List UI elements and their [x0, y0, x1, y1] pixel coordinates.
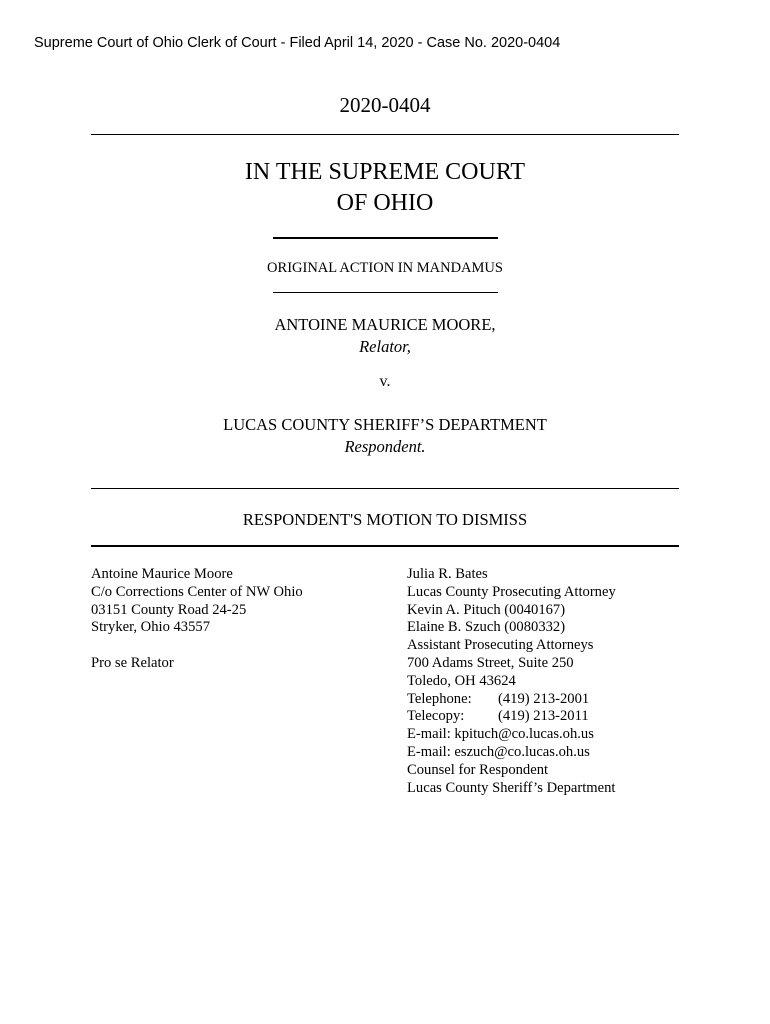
respondent-name: LUCAS COUNTY SHERIFF’S DEPARTMENT — [223, 415, 547, 434]
court-title-line2: OF OHIO — [336, 190, 434, 216]
relator-designation: Pro se Relator — [91, 654, 174, 671]
counsel-line: Kevin A. Pituch (0040167) — [407, 601, 566, 618]
telephone-number: (419) 213-2001 — [498, 690, 590, 707]
filing-header: Supreme Court of Ohio Clerk of Court - Filed April 14, 2020 - Case No. 2020-0404 — [34, 35, 561, 51]
telecopy-number: (419) 213-2011 — [498, 708, 589, 725]
counsel-line: Elaine B. Szuch (0080332) — [407, 619, 566, 636]
counsel-line: Counsel for Respondent — [407, 761, 549, 778]
spacer — [91, 637, 303, 655]
court-title-rule — [273, 237, 498, 239]
relator-contact-line: C/o Corrections Center of NW Ohio — [91, 583, 303, 600]
relator-contact-block — [91, 566, 303, 673]
counsel-line: Lucas County Prosecuting Attorney — [407, 583, 616, 600]
court-title-line1: IN THE SUPREME COURT — [244, 159, 526, 185]
action-type-rule — [273, 292, 498, 293]
relator-party — [0, 314, 770, 358]
motion-title: RESPONDENT'S MOTION TO DISMISS — [242, 510, 528, 529]
counsel-email-2: E-mail: eszuch@co.lucas.oh.us — [407, 743, 590, 760]
counsel-line: Assistant Prosecuting Attorneys — [407, 637, 594, 654]
counsel-line: Lucas County Sheriff’s Department — [407, 779, 616, 796]
case-number-rule — [91, 134, 679, 135]
relator-contact-line: Stryker, Ohio 43557 — [91, 619, 210, 636]
case-number: 2020-0404 — [339, 93, 431, 117]
relator-role: Relator, — [359, 337, 411, 356]
action-type: ORIGINAL ACTION IN MANDAMUS — [267, 260, 503, 276]
telephone-line — [407, 691, 616, 709]
relator-contact-line: Antoine Maurice Moore — [91, 566, 233, 582]
respondent-counsel-block — [407, 566, 616, 797]
counsel-line: 700 Adams Street, Suite 250 — [407, 654, 574, 671]
caption-rule — [91, 488, 679, 489]
telecopy-line — [407, 708, 616, 726]
versus: v. — [379, 373, 391, 390]
respondent-party — [0, 414, 770, 458]
counsel-line: Toledo, OH 43624 — [407, 672, 516, 689]
counsel-line: Julia R. Bates — [407, 566, 488, 582]
respondent-role: Respondent. — [344, 437, 426, 456]
relator-name: ANTOINE MAURICE MOORE, — [274, 315, 496, 334]
relator-contact-line: 03151 County Road 24-25 — [91, 601, 247, 618]
telecopy-label: Telecopy: — [407, 708, 465, 725]
counsel-email-1: E-mail: kpituch@co.lucas.oh.us — [407, 726, 594, 743]
motion-title-rule — [91, 545, 679, 547]
court-title — [0, 157, 770, 219]
telephone-label: Telephone: — [407, 690, 472, 707]
